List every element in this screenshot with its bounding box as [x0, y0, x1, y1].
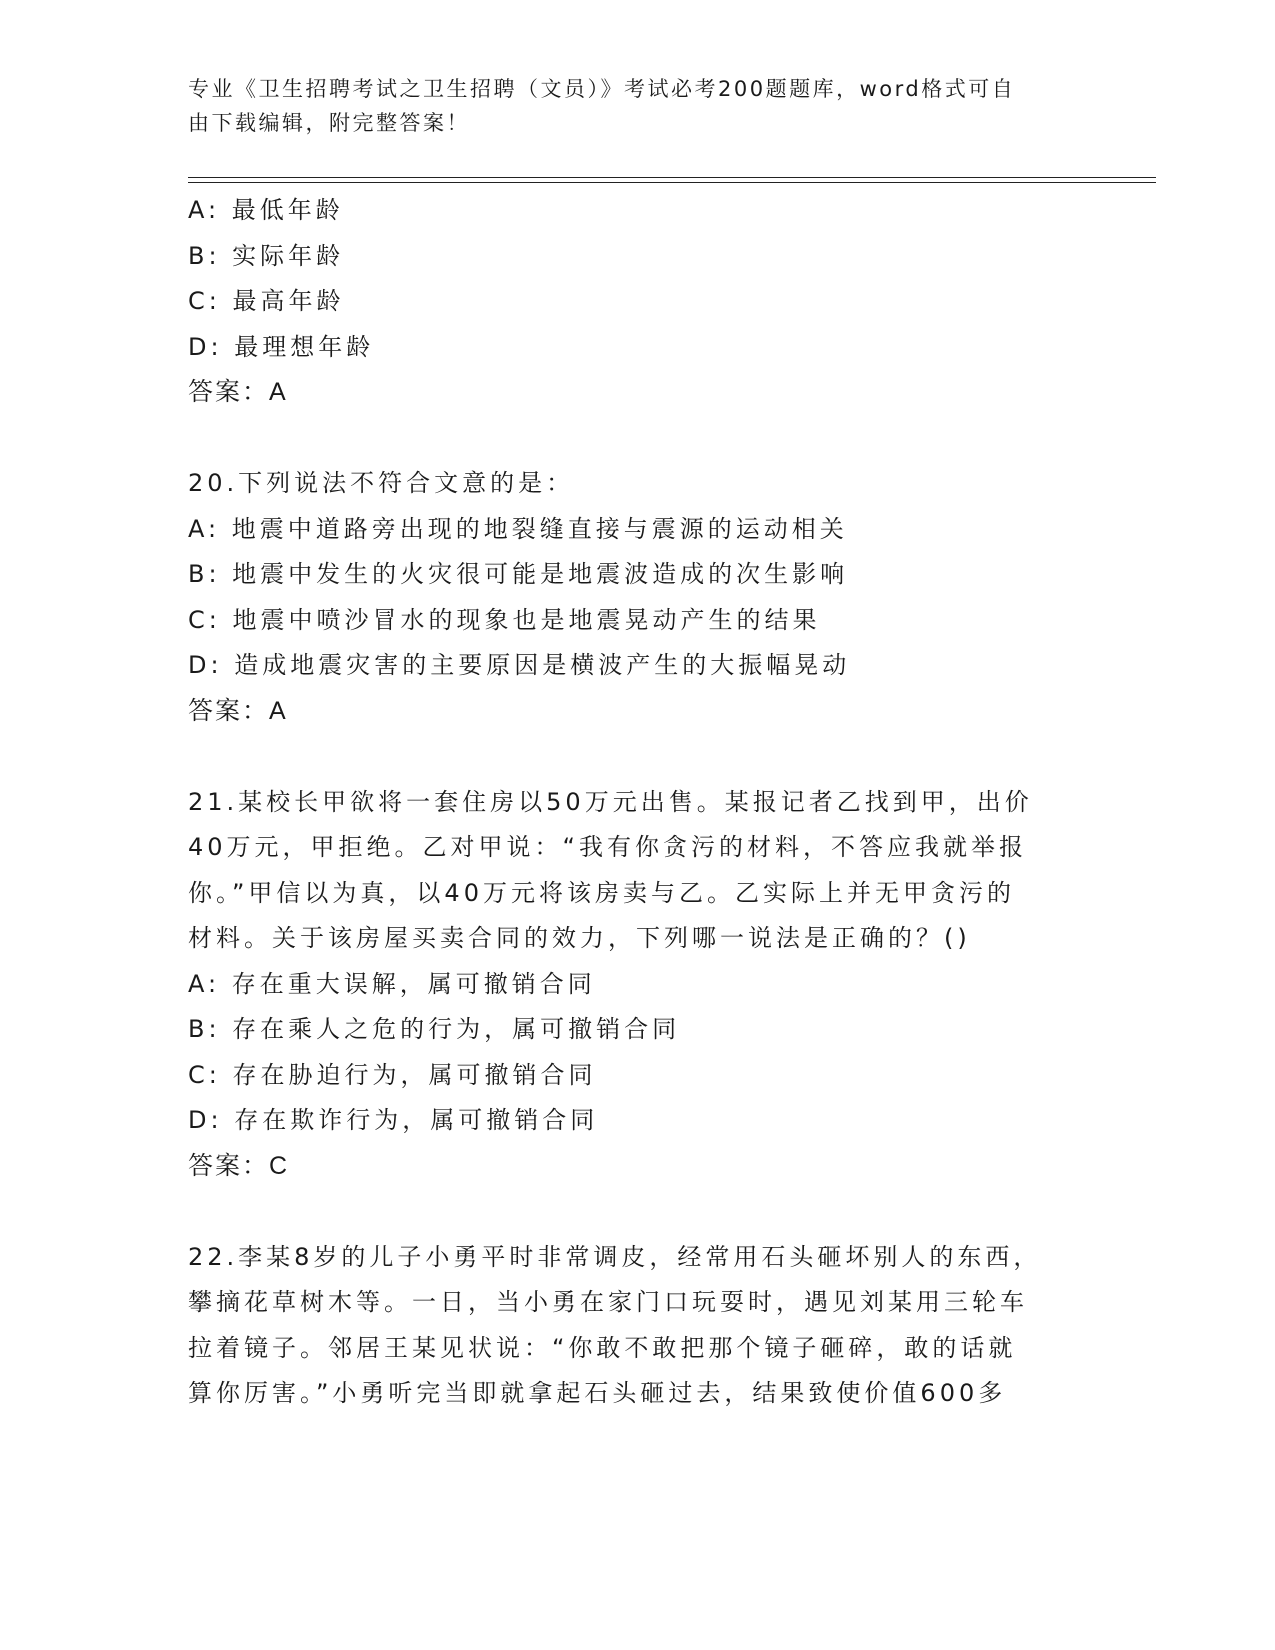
question-22-block — [188, 1235, 1088, 1417]
spacer — [188, 1189, 1088, 1235]
q21-option-c: C: 存在胁迫行为，属可撤销合同 — [188, 1060, 597, 1089]
q21-stem-line-2: 40万元，甲拒绝。乙对甲说：“我有你贪污的材料，不答应我就举报 — [188, 833, 1027, 861]
spacer — [188, 416, 1088, 462]
q20-answer: 答案：A — [188, 696, 288, 725]
q21-stem-line-3: 你。”甲信以为真，以40万元将该房卖与乙。乙实际上并无甲贪污的 — [188, 878, 1015, 907]
q20-option-c: C: 地震中喷沙冒水的现象也是地震晃动产生的结果 — [188, 605, 821, 634]
q22-stem-line-4: 算你厉害。”小勇听完当即就拿起石头砸过去，结果致使价值600多 — [188, 1379, 1007, 1407]
q20-option-a: A: 地震中道路旁出现的地裂缝直接与震源的运动相关 — [188, 514, 848, 543]
document-header — [188, 72, 1088, 140]
q22-stem-line-1: 22.李某8岁的儿子小勇平时非常调皮，经常用石头砸坏别人的东西， — [188, 1242, 1042, 1271]
question-19-block — [188, 188, 1088, 416]
q20-option-d: D: 造成地震灾害的主要原因是横波产生的大振幅晃动 — [188, 651, 851, 679]
q19-option-c: C: 最高年龄 — [188, 287, 345, 315]
q21-stem-line-4: 材料。关于该房屋买卖合同的效力，下列哪一说法是正确的？() — [188, 924, 971, 952]
spacer — [188, 734, 1088, 780]
q19-option-a: A: 最低年龄 — [188, 196, 344, 224]
header-divider-bottom — [188, 182, 1156, 183]
header-line-2: 由下载编辑，附完整答案！ — [188, 111, 470, 135]
q20-option-b: B: 地震中发生的火灾很可能是地震波造成的次生影响 — [188, 560, 849, 588]
q21-option-b: B: 存在乘人之危的行为，属可撤销合同 — [188, 1015, 681, 1043]
q19-option-d: D: 最理想年龄 — [188, 332, 375, 361]
header-divider-top — [188, 177, 1156, 178]
q19-answer: 答案：A — [188, 378, 288, 406]
header-line-1: 专业《卫生招聘考试之卫生招聘（文员）》考试必考200题题库，word格式可自 — [188, 77, 1016, 101]
q21-option-d: D: 存在欺诈行为，属可撤销合同 — [188, 1106, 599, 1134]
q22-stem-line-3: 拉着镜子。邻居王某见状说：“你敢不敢把那个镜子砸碎，敢的话就 — [188, 1333, 1017, 1362]
q21-answer: 答案：C — [188, 1151, 290, 1180]
q21-option-a: A: 存在重大误解，属可撤销合同 — [188, 969, 596, 998]
q20-stem: 20.下列说法不符合文意的是： — [188, 469, 575, 497]
question-21-block — [188, 780, 1088, 1190]
question-20-block — [188, 461, 1088, 734]
q19-option-b: B: 实际年龄 — [188, 241, 345, 270]
question-content — [188, 188, 1088, 1417]
q22-stem-line-2: 攀摘花草树木等。一日，当小勇在家门口玩耍时，遇见刘某用三轮车 — [188, 1288, 1028, 1316]
q21-stem-line-1: 21.某校长甲欲将一套住房以50万元出售。某报记者乙找到甲，出价 — [188, 787, 1033, 816]
